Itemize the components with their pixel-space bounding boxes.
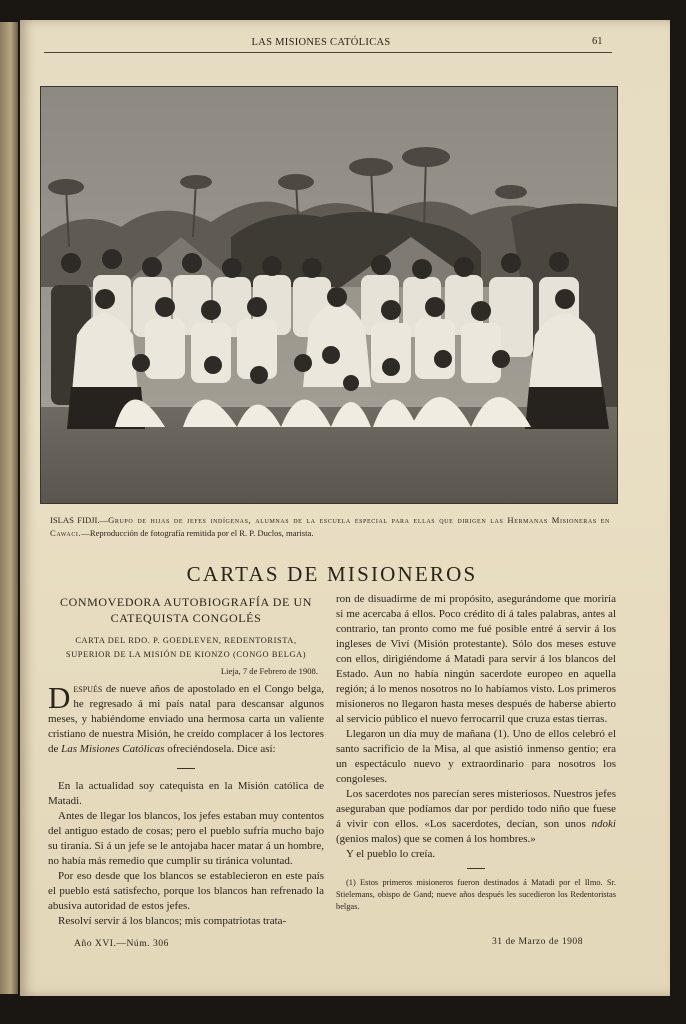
paragraph: Antes de llegar los blancos, los jefes estaban muy contentos del antiguo estado de cosas; pero el pueblo sufría mucho bajo su tiranía. Si á un jefe se le antojaba hacer matar á un hombre, no había más remedio que cumplir su tiránica voluntad. bbox=[48, 810, 324, 867]
paragraph bbox=[336, 787, 616, 847]
opening-word: espués bbox=[73, 683, 103, 695]
right-column bbox=[336, 592, 616, 913]
page-number: 61 bbox=[592, 36, 603, 47]
paragraph: En la actualidad soy catequista en la Misión católica de Matadi. bbox=[48, 780, 324, 807]
paragraph-text: de nueve años de apostolado en el Congo belga, he regresado á mi país natal para descansar algunos meses, y habiéndome enviado una hermosa carta un valiente cristiano de nuestra Misión, he creído complacer á los lectores de bbox=[48, 683, 324, 755]
issue-number: Año XVI.—Núm. 306 bbox=[74, 938, 169, 949]
caption-place: ISLAS FIDJI. bbox=[50, 515, 100, 525]
separator-rule bbox=[467, 868, 485, 869]
caption-dash: — bbox=[81, 528, 90, 538]
article-title bbox=[48, 594, 324, 626]
author-line: CARTA DEL RDO. P. GOEDLEVEN, REDENTORISTA, bbox=[75, 636, 297, 645]
caption-credit: Reproducción de fotografía remitida por el R. P. Duclos, marista. bbox=[89, 528, 314, 538]
paragraph-text: ofreciéndosela. Dice así: bbox=[164, 743, 276, 755]
paragraph-text: Los sacerdotes nos parecían seres misteriosos. Nuestros jefes aseguraban que podíamos dar por perdido todo niño que fuese á vivir con ellos. «Los sacerdotes, decían, son unos bbox=[336, 788, 616, 830]
paragraph-text: (genios malos) que se comen á los hombres.» bbox=[336, 833, 536, 845]
paragraph: Y el pueblo lo creía. bbox=[346, 848, 436, 860]
paragraph: Llegaron un día muy de mañana (1). Uno de ellos celebró el santo sacrificio de la Misa, al que asistió inmenso gentío; era un espectáculo nuevo y extraordinario para nosotros los congoleses. bbox=[336, 728, 616, 785]
footnote: (1) Estos primeros misioneros fueron destinados á Matadi por el Ilmo. Sr. Stielemans, obispo de Gand; nueve años después les sucedieron los Redentoristas belgas. bbox=[336, 878, 616, 911]
header-rule bbox=[44, 52, 612, 53]
dateline: Lieja, 7 de Febrero de 1908. bbox=[220, 666, 318, 676]
caption-dash: — bbox=[99, 515, 109, 525]
separator-rule bbox=[177, 768, 195, 769]
issue-date: 31 de Marzo de 1908 bbox=[492, 936, 584, 947]
caption-text: Grupo de hijas de jefes indígenas, alumnas de la escuela especial para ellas que dirigen las Hermanas Misioneras en Cawaci. bbox=[50, 515, 610, 538]
magazine-name: Las Misiones Católicas bbox=[61, 743, 165, 755]
italic-word: ndoki bbox=[591, 818, 616, 830]
left-column bbox=[48, 594, 324, 929]
paragraph: Por eso desde que los blancos se establecieron en este país el pueblo está satisfecho, porque los blancos han refrenado la abusiva autoridad de estos jefes. bbox=[48, 870, 324, 912]
paragraph: Resolví servir á los blancos; mis compatriotas trata- bbox=[58, 915, 287, 927]
paragraph bbox=[48, 682, 324, 757]
photo-caption bbox=[50, 514, 610, 540]
drop-cap: D bbox=[48, 680, 71, 715]
author-line: SUPERIOR DE LA MISIÓN DE KIONZO (CONGO BELGA) bbox=[65, 650, 307, 659]
adjacent-page-edge bbox=[0, 22, 18, 994]
article-title-line: CATEQUISTA CONGOLÉS bbox=[110, 611, 262, 625]
group-photo-image bbox=[40, 86, 618, 504]
article-author bbox=[48, 634, 324, 662]
article-title-line: CONMOVEDORA AUTOBIOGRAFÍA DE UN bbox=[59, 595, 313, 609]
section-title: CARTAS DE MISIONEROS bbox=[186, 562, 478, 586]
paragraph: ron de disuadirme de mi propósito, asegurándome que moriría si me acercaba á ellos. Poco crédito di á tales palabras, antes al contrario, tan pronto como me fué posible entré á servir á los ingleses de Viví (Misión protestante). Sólo dos meses estuve con ellos, dirigiéndome á Matadi para servir á los blancos del Estado. Aun no había ningún sacerdote europeo en aquella región; á lo menos nosotros no lo habíamos visto. Los primeros misioneros no llegaron hasta meses después de haberse abierto al servicio público el nuevo ferrocarril que cruza estas tierras. bbox=[336, 593, 616, 725]
running-title: LAS MISIONES CATÓLICAS bbox=[251, 37, 391, 48]
